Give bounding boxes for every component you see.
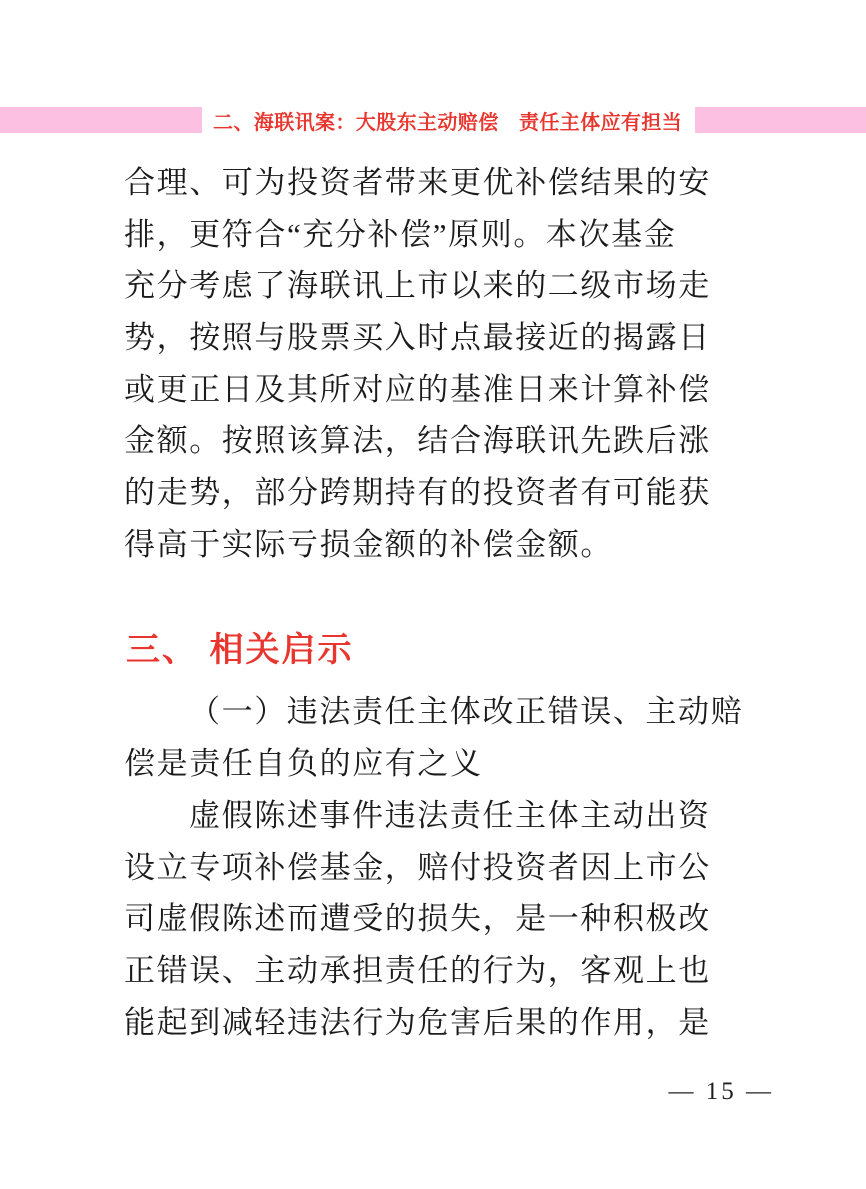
text-line: 能起到减轻违法行为危害后果的作用，是	[124, 1004, 711, 1040]
text-line: 得高于实际亏损金额的补偿金额。	[124, 526, 613, 562]
text-line: 虚假陈述事件违法责任主体主动出资	[189, 798, 711, 833]
text-line: （一）违法责任主体改正错误、主动赔	[189, 694, 744, 729]
text-line: 合理、可为投资者带来更优补偿结果的安	[124, 165, 711, 200]
text-line: 充分考虑了海联讯上市以来的二级市场走	[124, 268, 711, 304]
text-line: 的走势，部分跨期持有的投资者有可能获	[124, 475, 711, 511]
subsection-heading	[124, 686, 748, 789]
text-line: 排，更符合“充分补偿”原则。本次基金	[124, 216, 677, 252]
chapter-header-band	[0, 107, 866, 133]
page-number: — 15 —	[668, 1078, 774, 1105]
section-heading: 三、 相关启示	[126, 631, 354, 669]
chapter-title: 二、海联讯案：大股东主动赔偿 责任主体应有担当	[213, 111, 683, 134]
text-line: 势，按照与股票买入时点最接近的揭露日	[124, 320, 711, 356]
paragraph-continued	[124, 157, 748, 571]
text-line: 或更正日及其所对应的基准日来计算补偿	[124, 371, 711, 407]
text-line: 设立专项补偿基金，赔付投资者因上市公	[124, 849, 711, 885]
header-band-right	[695, 107, 866, 133]
text-line: 正错误、主动承担责任的行为，客观上也	[124, 953, 711, 989]
text-line: 偿是责任自负的应有之义	[124, 745, 483, 781]
paragraph-main	[124, 790, 748, 1048]
header-band-left	[0, 107, 202, 133]
text-line: 金额。按照该算法，结合海联讯先跌后涨	[124, 423, 711, 459]
text-line: 司虚假陈述而遭受的损失，是一种积极改	[124, 901, 711, 937]
